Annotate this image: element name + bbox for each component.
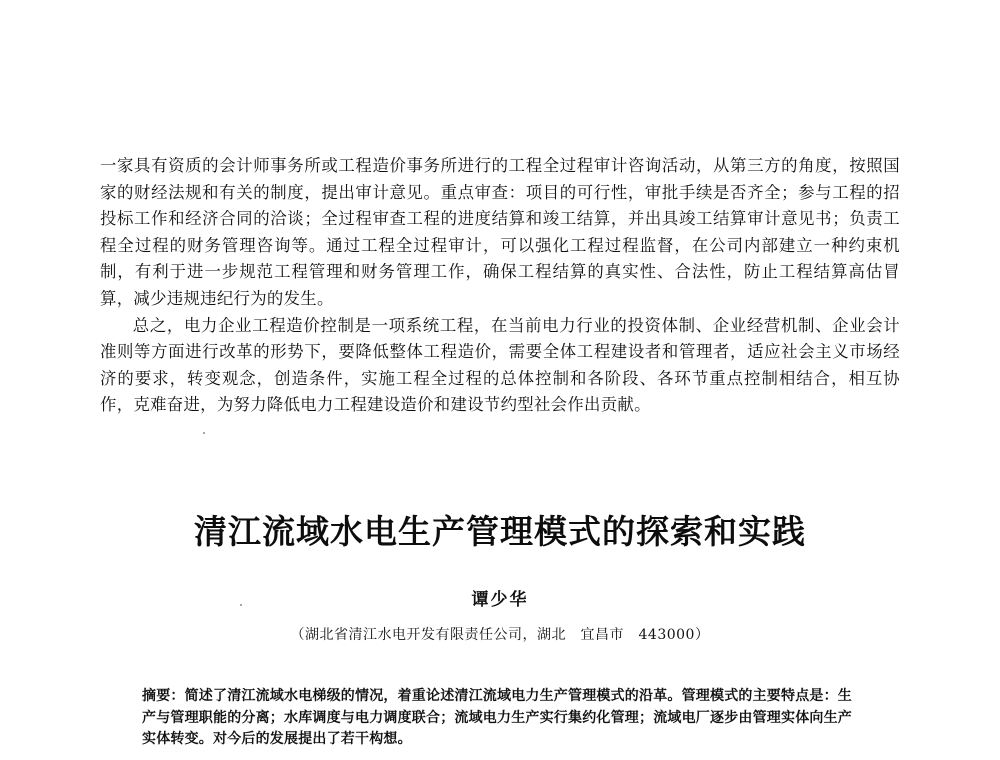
scan-speck: [240, 604, 242, 606]
scan-speck: [203, 432, 205, 434]
body-paragraph-1: 一家具有资质的会计师事务所或工程造价事务所进行的工程全过程审计咨询活动，从第三方的角度，按照国家的财经法规和有关的制度，提出审计意见。重点审查：项目的可行性，审批手续是否齐全；参与工程的招投标工作和经济合同的洽谈；全过程审查工程的进度结算和竣工结算，并出具竣工结算审计意见书；负责工程全过程的财务管理咨询等。通过工程全过程审计，可以强化工程过程监督，在公司内部建立一种约束机制，有利于进一步规范工程管理和财务管理工作，确保工程结算的真实性、合法性，防止工程结算高估冒算，减少违规违纪行为的发生。: [100, 156, 900, 308]
article-abstract: [142, 686, 862, 751]
body-paragraph-2: 总之，电力企业工程造价控制是一项系统工程，在当前电力行业的投资体制、企业经营机制、企业会计准则等方面进行改革的形势下，要降低整体工程造价，需要全体工程建设者和管理者，适应社会主义市场经济的要求，转变观念，创造条件，实施工程全过程的总体控制和各阶段、各环节重点控制相结合，相互协作，克难奋进，为努力降低电力工程建设造价和建设节约型社会作出贡献。: [100, 315, 900, 415]
article-affiliation: （湖北省清江水电开发有限责任公司，湖北 宜昌市 443000）: [290, 627, 710, 643]
abstract-label: 摘要：: [142, 688, 185, 704]
article-title: 清江流域水电生产管理模式的探索和实践: [194, 512, 806, 551]
abstract-text: 简述了清江流域水电梯级的情况，着重论述清江流域电力生产管理模式的沿革。管理模式的主要特点是：生产与管理职能的分离；水库调度与电力调度联合；流域电力生产实行集约化管理；流域电厂逐步由管理实体向生产实体转变。对今后的发展提出了若干构想。: [142, 688, 853, 747]
body-text: [100, 153, 900, 419]
article-author: 谭少华: [471, 590, 529, 610]
